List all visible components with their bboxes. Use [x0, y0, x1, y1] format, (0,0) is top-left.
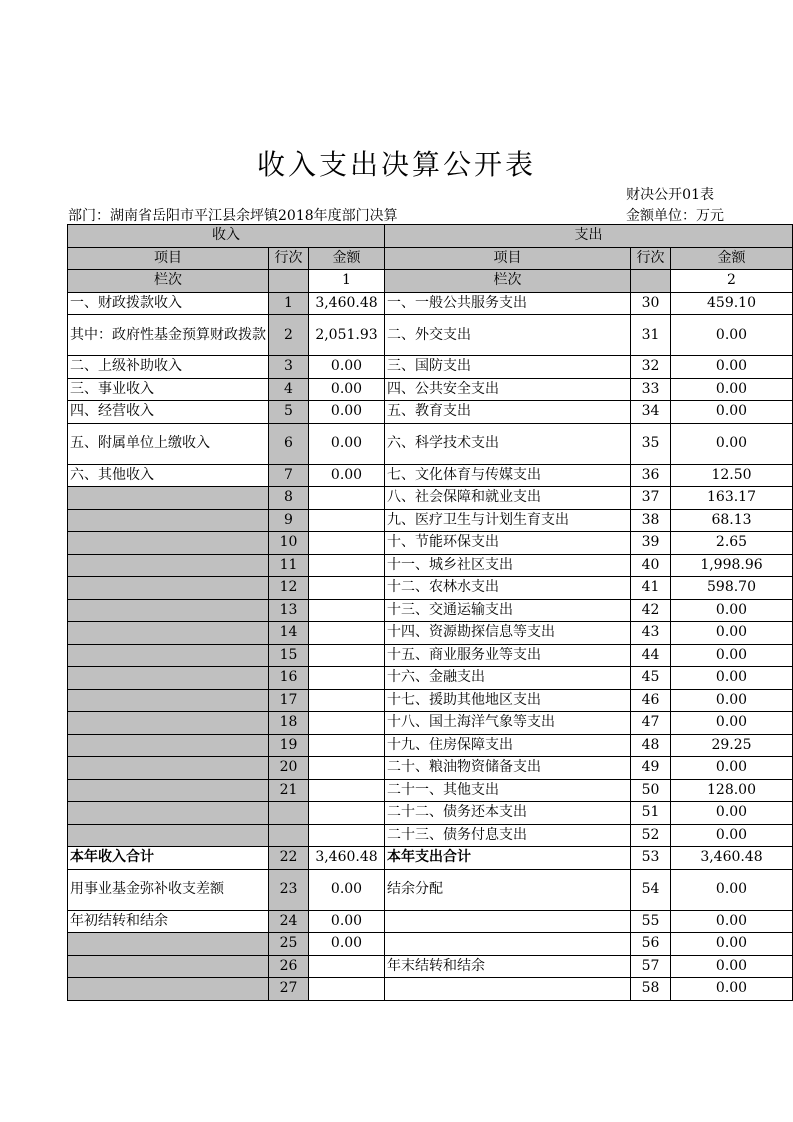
income-rowno-cell: 16	[269, 667, 309, 690]
income-rowno-cell: 8	[269, 487, 309, 510]
expense-rowno-cell: 56	[631, 933, 671, 956]
expense-rowno-cell: 44	[631, 644, 671, 667]
expense-item-cell: 二、外交支出	[385, 315, 631, 356]
expense-amount-cell: 0.00	[671, 423, 793, 464]
table-row	[68, 401, 793, 424]
table-row	[68, 847, 793, 870]
income-rowno-cell: 6	[269, 423, 309, 464]
expense-rowno-cell: 47	[631, 712, 671, 735]
income-rowno-cell: 19	[269, 734, 309, 757]
expense-item-cell: 二十、粮油物资储备支出	[385, 757, 631, 780]
table-row	[68, 955, 793, 978]
income-item-cell	[68, 712, 269, 735]
income-rowno-cell: 22	[269, 847, 309, 870]
income-rowno-cell	[269, 802, 309, 825]
expense-amount-cell: 128.00	[671, 779, 793, 802]
expense-rowno-cell: 33	[631, 378, 671, 401]
expense-colno-blank	[631, 270, 671, 293]
expense-rowno-cell: 46	[631, 689, 671, 712]
expense-item-cell	[385, 978, 631, 1001]
expense-amount-cell: 0.00	[671, 933, 793, 956]
table-row	[68, 292, 793, 315]
expense-item-cell	[385, 910, 631, 933]
income-item-cell: 用事业基金弥补收支差额	[68, 869, 269, 910]
table-body	[68, 225, 793, 1001]
expense-item-header: 项目	[385, 247, 631, 270]
expense-rowno-cell: 43	[631, 622, 671, 645]
expense-rowno-cell: 39	[631, 532, 671, 555]
expense-amount-cell: 12.50	[671, 464, 793, 487]
income-amount-cell	[309, 577, 385, 600]
expense-amount-cell: 0.00	[671, 869, 793, 910]
expense-rowno-cell: 38	[631, 509, 671, 532]
income-item-cell: 三、事业收入	[68, 378, 269, 401]
header-row-colno	[68, 270, 793, 293]
income-rowno-cell: 24	[269, 910, 309, 933]
expense-amount-cell: 0.00	[671, 644, 793, 667]
expense-item-cell: 十二、农林水支出	[385, 577, 631, 600]
expense-rowno-cell: 31	[631, 315, 671, 356]
income-amount-cell	[309, 779, 385, 802]
expense-amount-cell: 0.00	[671, 378, 793, 401]
expense-rowno-cell: 34	[631, 401, 671, 424]
income-amount-cell: 0.00	[309, 378, 385, 401]
expense-item-cell: 年末结转和结余	[385, 955, 631, 978]
table-row	[68, 622, 793, 645]
income-rowno-cell: 1	[269, 292, 309, 315]
income-item-cell: 五、附属单位上缴收入	[68, 423, 269, 464]
income-item-cell	[68, 779, 269, 802]
income-rowno-cell	[269, 824, 309, 847]
table-row	[68, 487, 793, 510]
expense-amount-cell: 0.00	[671, 910, 793, 933]
income-rowno-cell: 23	[269, 869, 309, 910]
income-rowno-cell: 11	[269, 554, 309, 577]
table-row	[68, 779, 793, 802]
expense-item-cell	[385, 933, 631, 956]
expense-rowno-cell: 37	[631, 487, 671, 510]
income-amount-header: 金额	[309, 247, 385, 270]
expense-item-cell: 十八、国土海洋气象等支出	[385, 712, 631, 735]
expense-amount-cell: 2.65	[671, 532, 793, 555]
table-row	[68, 509, 793, 532]
expense-amount-cell: 0.00	[671, 356, 793, 379]
expense-item-cell: 十一、城乡社区支出	[385, 554, 631, 577]
table-row	[68, 757, 793, 780]
table-row	[68, 378, 793, 401]
expense-item-cell: 结余分配	[385, 869, 631, 910]
income-rowno-cell: 17	[269, 689, 309, 712]
income-item-cell: 四、经营收入	[68, 401, 269, 424]
income-amount-cell	[309, 487, 385, 510]
income-rowno-cell: 2	[269, 315, 309, 356]
income-rowno-cell: 27	[269, 978, 309, 1001]
expense-item-cell: 三、国防支出	[385, 356, 631, 379]
table-row	[68, 599, 793, 622]
table-row	[68, 978, 793, 1001]
expense-section-header: 支出	[385, 225, 793, 248]
income-item-cell	[68, 955, 269, 978]
income-item-cell	[68, 554, 269, 577]
table-row	[68, 910, 793, 933]
income-item-cell: 二、上级补助收入	[68, 356, 269, 379]
expense-amount-cell: 0.00	[671, 599, 793, 622]
table-row	[68, 667, 793, 690]
income-item-header: 项目	[68, 247, 269, 270]
expense-rowno-cell: 51	[631, 802, 671, 825]
income-column-number: 1	[309, 270, 385, 293]
income-amount-cell	[309, 554, 385, 577]
expense-amount-cell: 29.25	[671, 734, 793, 757]
income-amount-cell: 0.00	[309, 869, 385, 910]
table-row	[68, 712, 793, 735]
expense-amount-cell: 163.17	[671, 487, 793, 510]
expense-rowno-cell: 42	[631, 599, 671, 622]
expense-amount-cell: 1,998.96	[671, 554, 793, 577]
expense-amount-cell: 0.00	[671, 401, 793, 424]
income-rowno-cell: 7	[269, 464, 309, 487]
expense-item-cell: 二十二、债务还本支出	[385, 802, 631, 825]
income-amount-cell	[309, 622, 385, 645]
income-item-cell: 年初结转和结余	[68, 910, 269, 933]
expense-item-cell: 六、科学技术支出	[385, 423, 631, 464]
header-row-columns	[68, 247, 793, 270]
expense-item-cell: 十四、资源勘探信息等支出	[385, 622, 631, 645]
expense-rowno-cell: 30	[631, 292, 671, 315]
expense-amount-cell: 0.00	[671, 667, 793, 690]
income-colno-blank	[269, 270, 309, 293]
expense-column-label: 栏次	[385, 270, 631, 293]
expense-amount-cell: 0.00	[671, 315, 793, 356]
expense-rowno-cell: 49	[631, 757, 671, 780]
income-item-cell	[68, 487, 269, 510]
expense-item-cell: 十、节能环保支出	[385, 532, 631, 555]
income-amount-cell	[309, 824, 385, 847]
income-amount-cell: 3,460.48	[309, 292, 385, 315]
income-amount-cell: 0.00	[309, 356, 385, 379]
expense-amount-cell: 598.70	[671, 577, 793, 600]
expense-item-cell: 一、一般公共服务支出	[385, 292, 631, 315]
income-amount-cell: 2,051.93	[309, 315, 385, 356]
expense-rowno-cell: 35	[631, 423, 671, 464]
table-row	[68, 689, 793, 712]
income-item-cell	[68, 734, 269, 757]
income-amount-cell: 0.00	[309, 401, 385, 424]
income-rowno-cell: 14	[269, 622, 309, 645]
expense-rowno-cell: 41	[631, 577, 671, 600]
income-item-cell	[68, 933, 269, 956]
table-row	[68, 933, 793, 956]
income-item-cell	[68, 577, 269, 600]
expense-amount-cell: 0.00	[671, 757, 793, 780]
header-row-section	[68, 225, 793, 248]
table-row	[68, 577, 793, 600]
income-rowno-cell: 25	[269, 933, 309, 956]
expense-item-cell: 二十三、债务付息支出	[385, 824, 631, 847]
income-item-cell	[68, 509, 269, 532]
income-rowno-cell: 5	[269, 401, 309, 424]
expense-item-cell: 四、公共安全支出	[385, 378, 631, 401]
income-amount-cell	[309, 955, 385, 978]
expense-column-number: 2	[671, 270, 793, 293]
income-item-cell	[68, 802, 269, 825]
expense-item-cell: 十六、金融支出	[385, 667, 631, 690]
table-row	[68, 423, 793, 464]
income-item-cell	[68, 824, 269, 847]
expense-rowno-cell: 40	[631, 554, 671, 577]
income-amount-cell	[309, 667, 385, 690]
income-column-label: 栏次	[68, 270, 269, 293]
expense-item-cell: 十九、住房保障支出	[385, 734, 631, 757]
expense-rowno-cell: 50	[631, 779, 671, 802]
income-item-cell: 其中：政府性基金预算财政拨款	[68, 315, 269, 356]
expense-item-cell: 二十一、其他支出	[385, 779, 631, 802]
income-rowno-cell: 21	[269, 779, 309, 802]
expense-amount-cell: 0.00	[671, 712, 793, 735]
table-row	[68, 802, 793, 825]
expense-rowno-cell: 54	[631, 869, 671, 910]
expense-rowno-cell: 55	[631, 910, 671, 933]
expense-amount-cell: 0.00	[671, 978, 793, 1001]
income-expense-table	[67, 224, 793, 1001]
income-rowno-cell: 18	[269, 712, 309, 735]
expense-rowno-cell: 45	[631, 667, 671, 690]
table-row	[68, 869, 793, 910]
income-rowno-cell: 12	[269, 577, 309, 600]
income-amount-cell	[309, 734, 385, 757]
expense-amount-cell: 0.00	[671, 622, 793, 645]
income-amount-cell	[309, 509, 385, 532]
table-row	[68, 734, 793, 757]
income-amount-cell: 0.00	[309, 423, 385, 464]
expense-rowno-cell: 58	[631, 978, 671, 1001]
table-row	[68, 644, 793, 667]
income-item-cell: 本年收入合计	[68, 847, 269, 870]
expense-amount-cell: 3,460.48	[671, 847, 793, 870]
income-rowno-header: 行次	[269, 247, 309, 270]
income-rowno-cell: 13	[269, 599, 309, 622]
expense-rowno-cell: 32	[631, 356, 671, 379]
income-item-cell	[68, 757, 269, 780]
expense-amount-cell: 68.13	[671, 509, 793, 532]
expense-item-cell: 九、医疗卫生与计划生育支出	[385, 509, 631, 532]
income-rowno-cell: 3	[269, 356, 309, 379]
table-row	[68, 554, 793, 577]
income-amount-cell	[309, 757, 385, 780]
income-amount-cell: 0.00	[309, 464, 385, 487]
expense-rowno-cell: 48	[631, 734, 671, 757]
table-row	[68, 532, 793, 555]
income-item-cell	[68, 667, 269, 690]
income-rowno-cell: 10	[269, 532, 309, 555]
expense-amount-cell: 0.00	[671, 802, 793, 825]
income-amount-cell	[309, 689, 385, 712]
expense-amount-cell: 0.00	[671, 955, 793, 978]
expense-item-cell: 五、教育支出	[385, 401, 631, 424]
income-amount-cell: 0.00	[309, 910, 385, 933]
income-amount-cell	[309, 532, 385, 555]
income-amount-cell: 0.00	[309, 933, 385, 956]
expense-rowno-cell: 57	[631, 955, 671, 978]
income-amount-cell	[309, 599, 385, 622]
expense-amount-cell: 0.00	[671, 689, 793, 712]
income-item-cell	[68, 532, 269, 555]
income-item-cell: 一、财政拨款收入	[68, 292, 269, 315]
expense-item-cell: 八、社会保障和就业支出	[385, 487, 631, 510]
expense-item-cell: 十五、商业服务业等支出	[385, 644, 631, 667]
table-row	[68, 315, 793, 356]
income-amount-cell	[309, 978, 385, 1001]
expense-item-cell: 本年支出合计	[385, 847, 631, 870]
income-amount-cell	[309, 802, 385, 825]
expense-item-cell: 十七、援助其他地区支出	[385, 689, 631, 712]
expense-amount-cell: 0.00	[671, 824, 793, 847]
income-rowno-cell: 15	[269, 644, 309, 667]
table-row	[68, 356, 793, 379]
income-amount-cell: 3,460.48	[309, 847, 385, 870]
expense-rowno-cell: 52	[631, 824, 671, 847]
table-row	[68, 464, 793, 487]
income-amount-cell	[309, 644, 385, 667]
expense-amount-cell: 459.10	[671, 292, 793, 315]
expense-rowno-cell: 53	[631, 847, 671, 870]
income-item-cell: 六、其他收入	[68, 464, 269, 487]
income-item-cell	[68, 689, 269, 712]
amount-unit: 金额单位：万元	[626, 208, 724, 224]
income-rowno-cell: 4	[269, 378, 309, 401]
expense-rowno-header: 行次	[631, 247, 671, 270]
form-number: 财决公开01表	[626, 187, 714, 203]
income-amount-cell	[309, 712, 385, 735]
income-rowno-cell: 20	[269, 757, 309, 780]
expense-rowno-cell: 36	[631, 464, 671, 487]
income-item-cell	[68, 644, 269, 667]
income-rowno-cell: 9	[269, 509, 309, 532]
income-section-header: 收入	[68, 225, 385, 248]
expense-item-cell: 十三、交通运输支出	[385, 599, 631, 622]
income-item-cell	[68, 622, 269, 645]
income-item-cell	[68, 599, 269, 622]
table-row	[68, 824, 793, 847]
page-title: 收入支出决算公开表	[256, 148, 536, 181]
income-rowno-cell: 26	[269, 955, 309, 978]
department-label: 部门：湖南省岳阳市平江县余坪镇2018年度部门决算	[68, 208, 398, 224]
income-item-cell	[68, 978, 269, 1001]
expense-item-cell: 七、文化体育与传媒支出	[385, 464, 631, 487]
expense-amount-header: 金额	[671, 247, 793, 270]
